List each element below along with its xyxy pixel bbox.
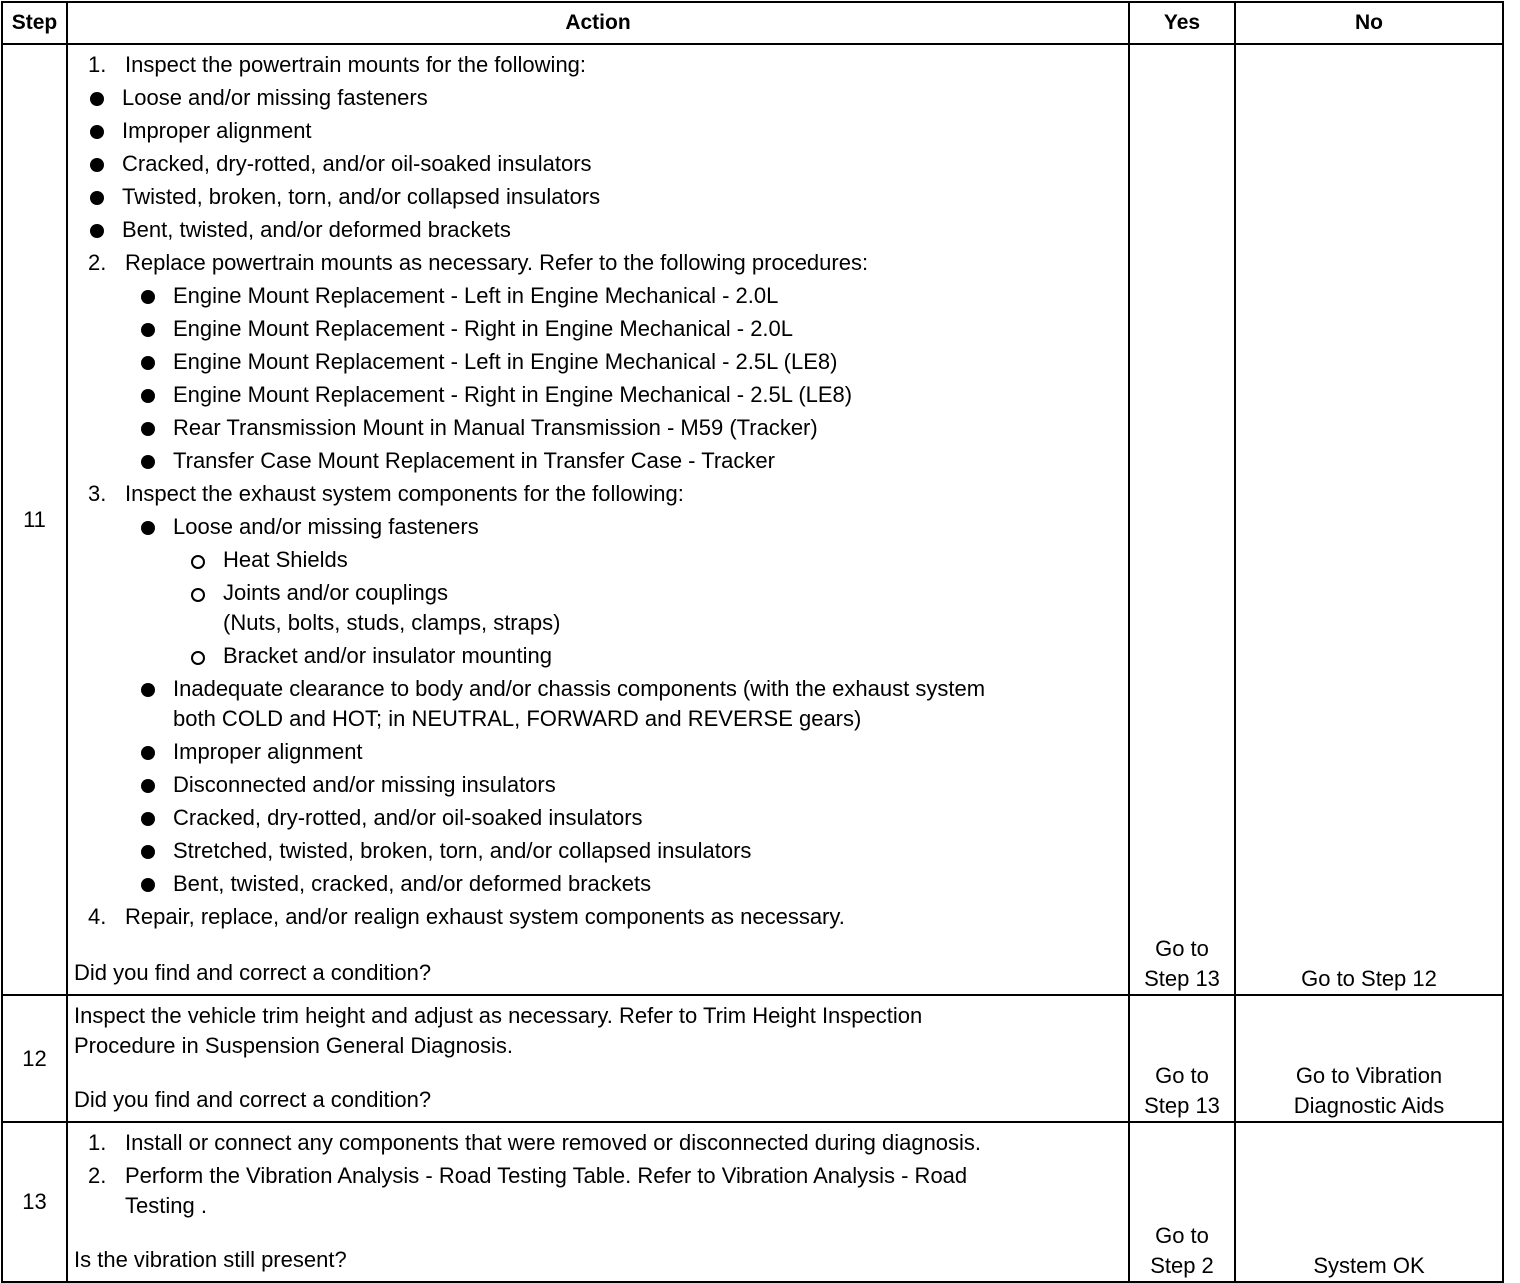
bullet-item (74, 770, 1128, 800)
question-text: Is the vibration still present? (74, 1247, 347, 1272)
bullet-text: Loose and/or missing fasteners (122, 85, 428, 110)
yes-answer-line: Go to (1155, 1223, 1209, 1248)
no-answer (1235, 995, 1503, 1122)
bullet-list (74, 512, 1128, 899)
item-number: 1. (88, 52, 107, 77)
bullet-list (74, 281, 1128, 476)
list-item (74, 1161, 1128, 1221)
bullet-item (74, 413, 1128, 443)
bullet-icon (141, 746, 155, 760)
yes-answer-line: Go to (1155, 936, 1209, 961)
header-action: Action (67, 2, 1129, 44)
item-text: Perform the Vibration Analysis - Road Testing Table. Refer to Vibration Analysis - Road (125, 1163, 968, 1188)
bullet-item (74, 446, 1128, 476)
yes-answer (1129, 1122, 1235, 1282)
item-number: 2. (88, 250, 107, 275)
item-number: 2. (88, 1163, 107, 1188)
header-no: No (1235, 2, 1503, 44)
table-row-step-11 (2, 44, 1503, 995)
bullet-item (23, 215, 1128, 245)
bullet-item (74, 674, 1128, 734)
bullet-icon (141, 389, 155, 403)
circle-bullet-icon (191, 588, 205, 602)
list-item (74, 248, 1128, 278)
bullet-text: Engine Mount Replacement - Right in Engine Mechanical - 2.5L (LE8) (173, 382, 853, 407)
paragraph-line: Procedure in Suspension General Diagnosis. (74, 1033, 514, 1058)
sub-bullet-item (74, 545, 1128, 575)
bullet-item (23, 116, 1128, 146)
no-answer (1235, 44, 1503, 995)
header-row (2, 2, 1503, 44)
yes-answer-line: Step 13 (1144, 966, 1220, 991)
sub-bullet-list (74, 545, 1128, 671)
bullet-text: Engine Mount Replacement - Left in Engine Mechanical - 2.5L (LE8) (173, 349, 838, 374)
bullet-item (74, 314, 1128, 344)
no-answer-line: Go to Step 12 (1301, 966, 1437, 991)
action-cell (67, 995, 1129, 1122)
bullet-icon (141, 356, 155, 370)
step-number: 13 (2, 1122, 67, 1282)
question-text: Did you find and correct a condition? (74, 960, 432, 985)
bullet-text: Stretched, twisted, broken, torn, and/or collapsed insulators (173, 838, 752, 863)
bullet-item (74, 347, 1128, 377)
circle-bullet-icon (191, 651, 205, 665)
bullet-icon (90, 224, 104, 238)
bullet-icon (90, 125, 104, 139)
sub-bullet-item (74, 641, 1128, 671)
item-number: 3. (88, 481, 107, 506)
diagnostic-table (1, 1, 1504, 1283)
bullet-icon (90, 92, 104, 106)
bullet-item (74, 869, 1128, 899)
bullet-text: Bent, twisted, and/or deformed brackets (122, 217, 511, 242)
sub-bullet-text-continued: (Nuts, bolts, studs, clamps, straps) (223, 610, 561, 635)
bullet-text: Cracked, dry-rotted, and/or oil-soaked insulators (122, 151, 592, 176)
bullet-icon (90, 191, 104, 205)
bullet-item (23, 182, 1128, 212)
bullet-item (23, 83, 1128, 113)
list-item (74, 479, 1128, 509)
yes-answer (1129, 44, 1235, 995)
bullet-text: Rear Transmission Mount in Manual Transmission - M59 (Tracker) (173, 415, 818, 440)
bullet-item (74, 836, 1128, 866)
bullet-text: Transfer Case Mount Replacement in Transfer Case - Tracker (173, 448, 775, 473)
yes-answer-line: Step 13 (1144, 1093, 1220, 1118)
bullet-icon (141, 683, 155, 697)
numbered-list (74, 1128, 1128, 1221)
item-text-continued: Testing . (125, 1193, 207, 1218)
bullet-text: Improper alignment (173, 739, 363, 764)
sub-bullet-item (74, 578, 1128, 638)
bullet-icon (141, 812, 155, 826)
no-answer (1235, 1122, 1503, 1282)
item-number: 1. (88, 1130, 107, 1155)
bullet-text: Engine Mount Replacement - Right in Engine Mechanical - 2.0L (173, 316, 794, 341)
action-cell (67, 1122, 1129, 1282)
bullet-text: Cracked, dry-rotted, and/or oil-soaked insulators (173, 805, 643, 830)
no-answer-line: System OK (1313, 1253, 1425, 1278)
bullet-text: Loose and/or missing fasteners (173, 514, 479, 539)
bullet-text: Inadequate clearance to body and/or chassis components (with the exhaust system (173, 676, 986, 701)
paragraph-line: Inspect the vehicle trim height and adjust as necessary. Refer to Trim Height Inspection (74, 1003, 923, 1028)
question-text: Did you find and correct a condition? (74, 1087, 432, 1112)
list-item (74, 902, 1128, 932)
bullet-icon (141, 455, 155, 469)
bullet-icon (141, 521, 155, 535)
bullet-item (23, 149, 1128, 179)
bullet-icon (141, 878, 155, 892)
bullet-text: Disconnected and/or missing insulators (173, 772, 556, 797)
item-text: Repair, replace, and/or realign exhaust system components as necessary. (125, 904, 845, 929)
bullet-icon (141, 845, 155, 859)
bullet-icon (141, 323, 155, 337)
table-row-step-12 (2, 995, 1503, 1122)
bullet-icon (141, 779, 155, 793)
no-answer-line: Diagnostic Aids (1293, 1093, 1445, 1118)
bullet-list (23, 83, 1128, 245)
header-step: Step (2, 2, 67, 44)
bullet-text-continued: both COLD and HOT; in NEUTRAL, FORWARD and REVERSE gears) (173, 706, 862, 731)
step-number: 11 (2, 44, 67, 995)
bullet-item (74, 803, 1128, 833)
bullet-item (74, 281, 1128, 311)
table-row-step-13 (2, 1122, 1503, 1282)
bullet-text: Twisted, broken, torn, and/or collapsed insulators (122, 184, 601, 209)
numbered-list (74, 50, 1128, 932)
bullet-text: Improper alignment (122, 118, 312, 143)
item-text: Replace powertrain mounts as necessary. Refer to the following procedures: (125, 250, 869, 275)
bullet-item (74, 737, 1128, 767)
sub-bullet-text: Joints and/or couplings (223, 580, 449, 605)
action-cell (67, 44, 1129, 995)
bullet-text: Bent, twisted, cracked, and/or deformed brackets (173, 871, 652, 896)
bullet-icon (141, 290, 155, 304)
yes-answer-line: Go to (1155, 1063, 1209, 1088)
bullet-icon (141, 422, 155, 436)
yes-answer-line: Step 2 (1150, 1253, 1214, 1278)
item-text: Install or connect any components that were removed or disconnected during diagnosis. (125, 1130, 982, 1155)
list-item (74, 50, 1128, 80)
yes-answer (1129, 995, 1235, 1122)
bullet-item (74, 512, 1128, 542)
item-text: Inspect the exhaust system components for the following: (125, 481, 684, 506)
no-answer-line: Go to Vibration (1295, 1063, 1443, 1088)
sub-bullet-text: Heat Shields (223, 547, 348, 572)
bullet-icon (90, 158, 104, 172)
bullet-item (74, 380, 1128, 410)
header-yes: Yes (1129, 2, 1235, 44)
list-item (74, 1128, 1128, 1158)
sub-bullet-text: Bracket and/or insulator mounting (223, 643, 552, 668)
step-number: 12 (2, 995, 67, 1122)
item-number: 4. (88, 904, 107, 929)
circle-bullet-icon (191, 555, 205, 569)
bullet-text: Engine Mount Replacement - Left in Engine Mechanical - 2.0L (173, 283, 779, 308)
item-text: Inspect the powertrain mounts for the following: (125, 52, 587, 77)
